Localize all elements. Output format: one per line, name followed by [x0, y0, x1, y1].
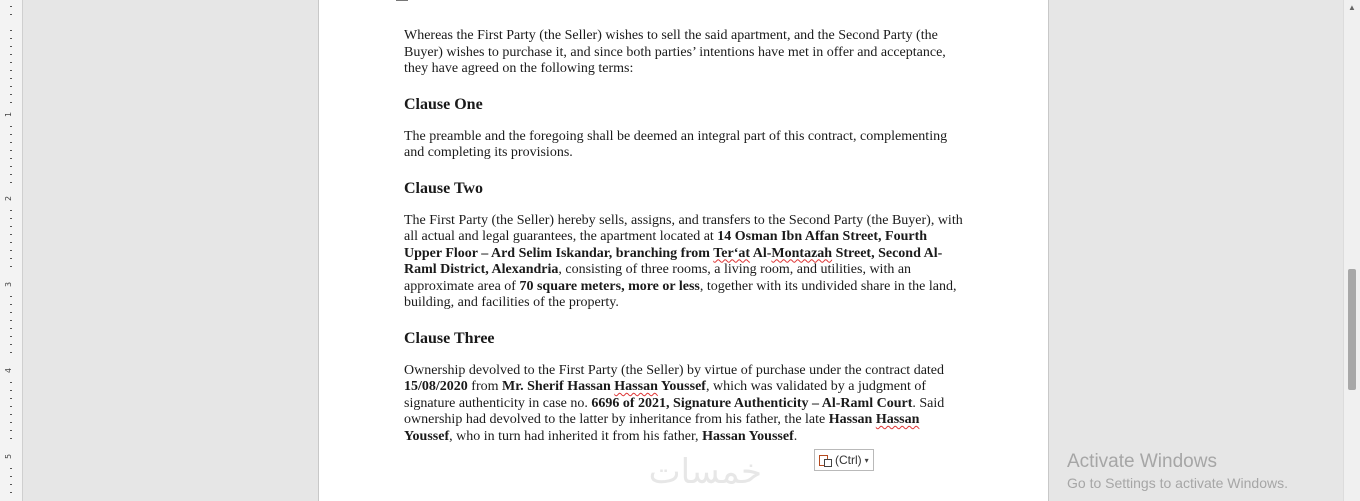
misspelled-word[interactable]: Hassan	[875, 412, 920, 427]
misspelled-word[interactable]: Hassan	[614, 379, 658, 394]
address-bold: 14 Osman Ibn Affan Street, Fourth Upper Floor – Ard Selim Iskandar, branching from	[404, 229, 928, 261]
ruler-number: 3	[4, 281, 14, 288]
chevron-down-icon: ▾	[864, 455, 869, 465]
paste-options-label: (Ctrl)	[835, 453, 862, 467]
document-content[interactable]	[404, 28, 964, 445]
vertical-scrollbar[interactable]	[1343, 0, 1360, 501]
name-bold: Hassan	[828, 412, 876, 427]
name-bold: Youssef	[404, 428, 450, 444]
scroll-up-arrow-icon[interactable]: ▲	[1348, 3, 1356, 12]
text-run: . Said ownership had devolved to the latter by inheritance from his father, the late	[404, 395, 945, 427]
ruler-number: 2	[4, 195, 14, 202]
activate-subtitle: Go to Settings to activate Windows.	[1067, 475, 1288, 491]
misspelled-word[interactable]: Ter‘at	[713, 245, 751, 261]
text-run: Ownership devolved to the First Party (the Seller) by virtue of purchase under the contract dated	[404, 362, 945, 378]
ruler-number: 5	[4, 453, 14, 460]
paste-clipboard-icon	[819, 453, 832, 467]
logo-watermark: خمسات	[648, 452, 762, 492]
name-bold: Youssef	[657, 379, 706, 394]
text-run: , consisting of three rooms, a living room, and utilities, with an approximate area of	[404, 262, 912, 294]
indent-marker	[396, 0, 408, 1]
clause-one-paragraph: The preamble and the foregoing shall be deemed an integral part of this contract, complementing and completing its provisions.	[404, 128, 948, 160]
activate-windows-notice	[1067, 450, 1288, 493]
text-run: , which was validated by a judgment of signature authenticity in case no.	[404, 379, 927, 411]
case-bold: 6696 of 2021, Signature Authenticity – Al-Raml Court	[591, 395, 913, 411]
text-run: The First Party (the Seller) hereby sells, assigns, and transfers to the Second Party (the Buyer), with all actual and legal guarantees, the apartment located at	[404, 212, 963, 244]
area-bold: 70 square meters, more or less	[519, 278, 700, 294]
name-bold: Hassan Youssef	[702, 428, 794, 444]
clause-three-paragraph	[404, 363, 964, 446]
text-run: .	[793, 428, 798, 444]
name-bold: Mr. Sherif Hassan	[502, 379, 615, 394]
ruler-number: 1	[4, 111, 14, 118]
paste-options-button[interactable]	[814, 449, 874, 471]
text-run: , together with its undivided share in the land, building, and facilities of the property.	[404, 278, 957, 310]
intro-paragraph: Whereas the First Party (the Seller) wishes to sell the said apartment, and the Second Party (the Buyer) wishes to purchase it, and since both parties’ intentions have met in offer and acceptance, they have agreed on the following terms:	[404, 28, 946, 76]
vertical-ruler	[0, 0, 23, 501]
misspelled-word[interactable]: Montazah	[771, 245, 833, 261]
text-run: from	[467, 379, 502, 394]
clause-two-paragraph	[404, 213, 964, 312]
scrollbar-thumb[interactable]	[1348, 269, 1356, 390]
address-bold: Street, Second Al-Raml District, Alexandria	[404, 245, 943, 277]
date-bold: 15/08/2020	[404, 379, 468, 394]
clause-two-heading: Clause Two	[404, 179, 483, 197]
address-bold: Al-	[750, 245, 772, 261]
clause-three-heading: Clause Three	[404, 329, 495, 347]
text-run: , who in turn had inherited it from his father,	[449, 428, 703, 444]
clause-one-heading: Clause One	[404, 95, 483, 113]
ruler-number: 4	[4, 367, 14, 374]
activate-title: Activate Windows	[1067, 451, 1217, 472]
